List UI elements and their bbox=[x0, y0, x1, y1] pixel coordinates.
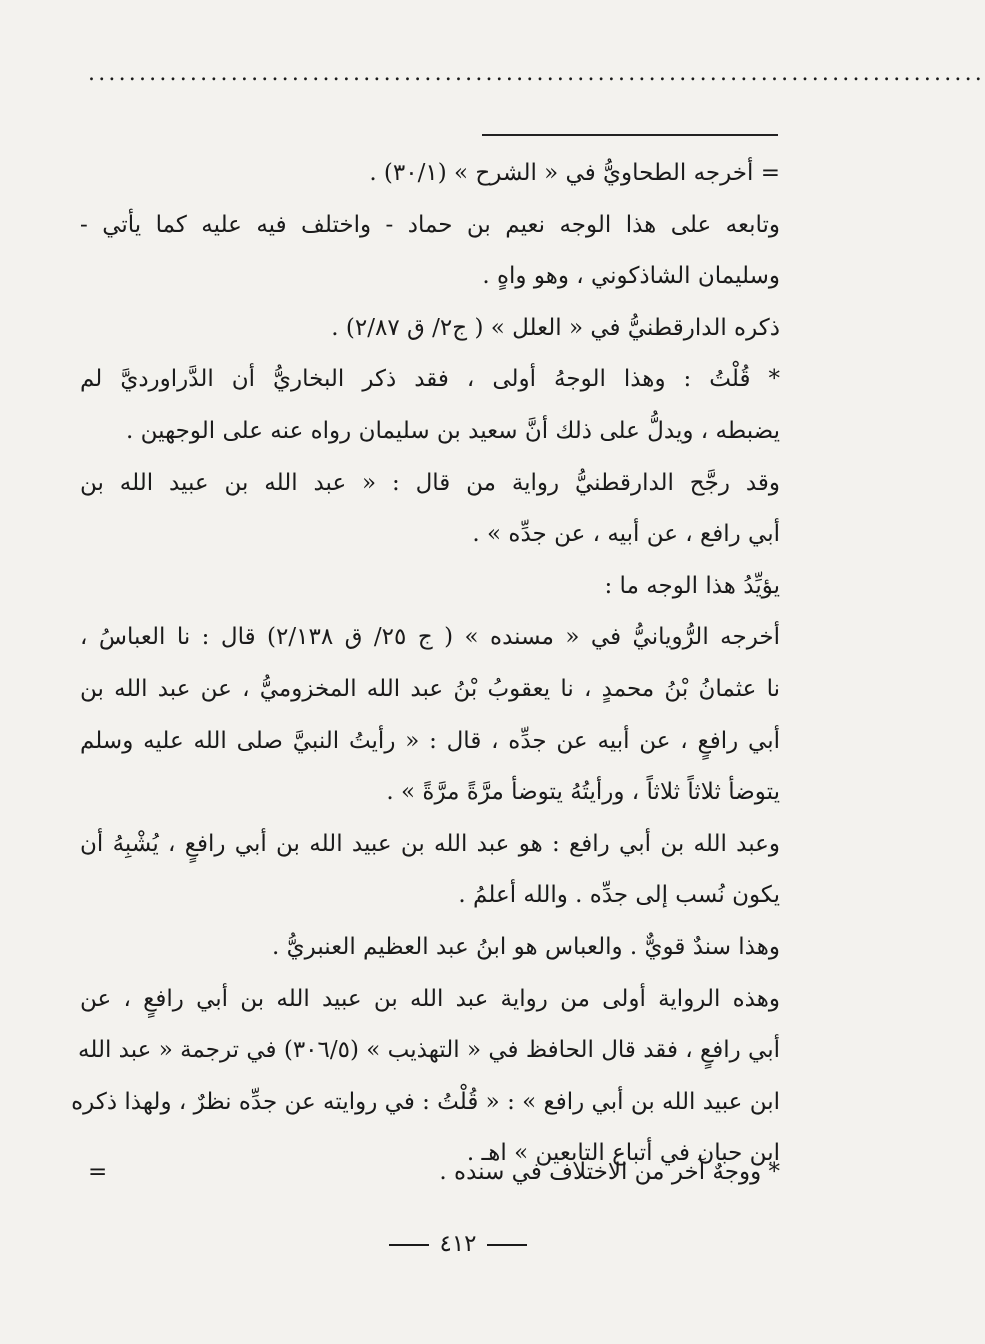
text-line: أخرجه الرُّويانيُّ في « مسنده » ( ج ٢٥/ ق ٢/١٣٨) قال : نا العباسُ ، bbox=[80, 624, 780, 651]
page-number: ٤١٢ bbox=[439, 1231, 477, 1257]
footnote-rule bbox=[482, 134, 778, 136]
text-line: وقد رجَّح الدارقطنيُّ رواية من قال : « عبد الله بن عبيد الله بن bbox=[80, 469, 780, 496]
text-line: وسليمان الشاذكوني ، وهو واهٍ . bbox=[482, 263, 780, 290]
text-line: يضبطه ، ويدلُّ على ذلك أنَّ سعيد بن سليمان رواه عنه على الوجهين . bbox=[126, 417, 780, 444]
text-line: وهذه الرواية أولى من رواية عبد الله بن عبيد الله بن أبي رافعٍ ، عن bbox=[80, 985, 780, 1012]
text-line: = أخرجه الطحاويُّ في « الشرح » (٣٠/١) . bbox=[369, 160, 780, 186]
page-number-dash bbox=[487, 1244, 527, 1246]
last-text-line: * ووجهٌ آخر من الاختلاف في سنده . bbox=[439, 1159, 780, 1185]
continuation-mark: = bbox=[88, 1159, 108, 1185]
footnote-dotted-divider: ........................................................................................ bbox=[88, 61, 985, 86]
text-line: وعبد الله بن أبي رافع : هو عبد الله بن عبيد الله بن أبي رافعٍ ، يُشْبِهُ أن bbox=[80, 830, 780, 857]
page-number-dash bbox=[389, 1244, 429, 1246]
text-line: يتوضأ ثلاثاً ثلاثاً ، ورأيتُهُ يتوضأ مرَّةً مرَّةً » . bbox=[386, 779, 780, 806]
text-line: أبي رافعٍ ، فقد قال الحافظ في « التهذيب » (٣٠٦/٥) في ترجمة « عبد الله bbox=[78, 1037, 780, 1064]
text-line: وتابعه على هذا الوجه نعيم بن حماد - واختلف فيه عليه كما يأتي - bbox=[80, 211, 780, 238]
text-line: * قُلْتُ : وهذا الوجهُ أولى ، فقد ذكر البخاريُّ أن الدَّراورديَّ لم bbox=[80, 366, 780, 393]
text-line: ذكره الدارقطنيُّ في « العلل » ( ج٢/ ق ٢/٨٧) . bbox=[331, 314, 780, 341]
text-line: يكون نُسب إلى جدِّه . والله أعلمُ . bbox=[458, 882, 780, 909]
text-line: ابن حبان في أتباع التابعين » اهـ . bbox=[466, 1140, 780, 1167]
last-line-row bbox=[88, 1146, 780, 1198]
text-line: نا عثمانُ بْنُ محمدٍ ، نا يعقوبُ بْنُ عبد الله المخزوميُّ ، عن عبد الله بن bbox=[80, 675, 780, 702]
main-text bbox=[71, 148, 780, 1180]
text-line: أبي رافع ، عن أبيه ، عن جدِّه » . bbox=[472, 521, 780, 548]
text-line: أبي رافعٍ ، عن أبيه عن جدِّه ، قال : « رأيتُ النبيَّ صلى الله عليه وسلم bbox=[80, 727, 780, 754]
text-line: وهذا سندٌ قويٌّ . والعباس هو ابنُ عبد العظيم العنبريُّ . bbox=[272, 933, 780, 960]
page-number-row bbox=[0, 1224, 916, 1264]
text-line: ابن عبيد الله بن أبي رافع » : « قُلْتُ : في روايته عن جدِّه نظرٌ ، ولهذا ذكره bbox=[71, 1088, 780, 1115]
text-line: يؤيِّدُ هذا الوجه ما : bbox=[604, 572, 780, 599]
